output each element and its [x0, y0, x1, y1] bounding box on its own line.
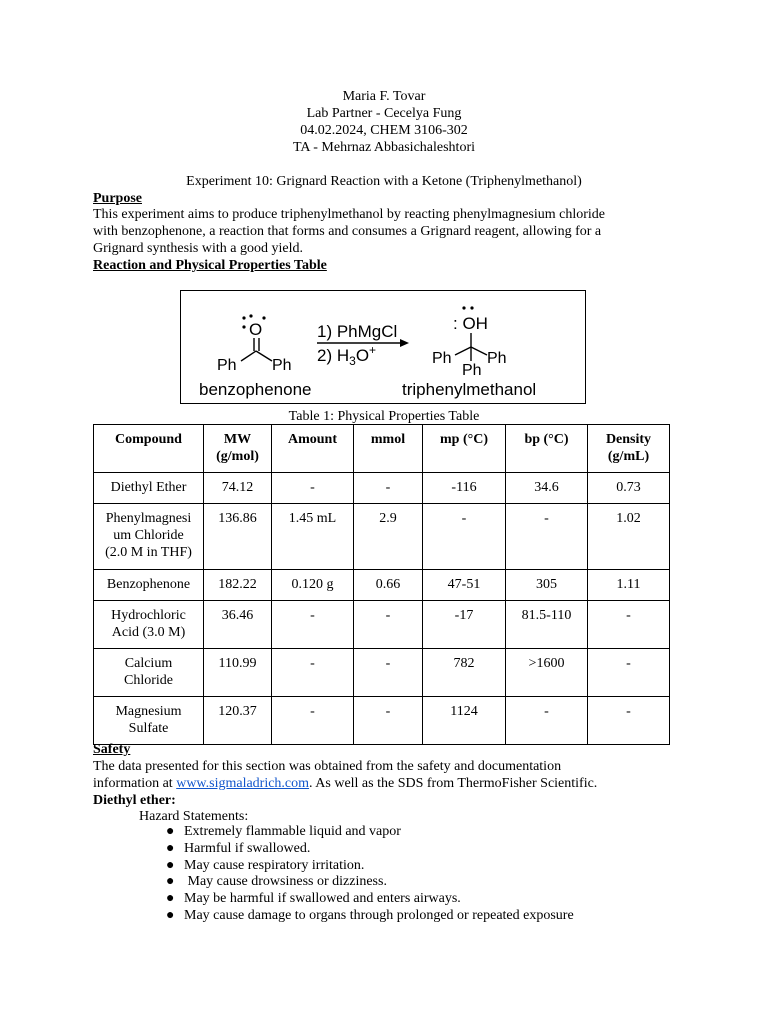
safety-heading: Safety: [93, 742, 131, 757]
reagent-step-1: 1) PhMgCl: [317, 322, 398, 341]
table-cell: 0.66: [354, 570, 423, 601]
column-header: Density (g/mL): [588, 425, 670, 473]
hazard-list: [160, 824, 574, 925]
hazard-item: [160, 841, 574, 858]
safety-text: . As well as the SDS from ThermoFisher Scientific.: [309, 776, 598, 791]
table-cell: -: [588, 697, 670, 745]
lab-partner: Lab Partner - Cecelya Fung: [306, 106, 462, 121]
lone-pair-dot: [462, 306, 465, 309]
table-cell: -: [506, 504, 588, 570]
safety-text: The data presented for this section was obtained from the safety and documentation: [93, 759, 562, 774]
hazard-text: May cause damage to organs through prolonged or repeated exposure: [184, 907, 574, 923]
lone-pair-dot: [470, 306, 473, 309]
safety-text: information at: [93, 776, 177, 791]
table-row: [94, 473, 670, 504]
column-header: mp (°C): [423, 425, 506, 473]
hazard-text: May cause drowsiness or dizziness.: [184, 874, 387, 890]
table-cell: 74.12: [204, 473, 272, 504]
lone-pair-dot: [242, 316, 245, 319]
table-cell: 36.46: [204, 601, 272, 649]
compound-cell: Benzophenone: [94, 570, 204, 601]
purpose-heading: Purpose: [93, 191, 142, 206]
table-cell: 1124: [423, 697, 506, 745]
compound-cell: Magnesium Sulfate: [94, 697, 204, 745]
table-cell: -: [506, 697, 588, 745]
table-cell: 34.6: [506, 473, 588, 504]
hazard-item: [160, 908, 574, 925]
hazard-text: May be harmful if swallowed and enters airways.: [184, 891, 461, 907]
bullet-icon: ●: [166, 874, 175, 890]
table-cell: -17: [423, 601, 506, 649]
bond-line: [455, 347, 471, 355]
bullet-icon: ●: [166, 857, 175, 873]
bullet-icon: ●: [166, 907, 175, 923]
table-cell: 136.86: [204, 504, 272, 570]
bullet-icon: ●: [166, 824, 175, 839]
column-header: Amount: [272, 425, 354, 473]
hazard-text: Extremely flammable liquid and vapor: [184, 824, 401, 839]
table-cell: >1600: [506, 649, 588, 697]
table-cell: 110.99: [204, 649, 272, 697]
table-cell: -: [588, 601, 670, 649]
table-row: [94, 601, 670, 649]
arrow-head-icon: [400, 339, 409, 347]
column-header: MW (g/mol): [204, 425, 272, 473]
table-cell: 0.73: [588, 473, 670, 504]
phenyl-label: Ph: [272, 357, 292, 374]
table-cell: 1.45 mL: [272, 504, 354, 570]
hazard-item: [160, 858, 574, 875]
date-course: 04.02.2024, CHEM 3106-302: [300, 123, 468, 138]
table-cell: 1.11: [588, 570, 670, 601]
reaction-scheme-drawing: [181, 291, 587, 405]
phenyl-label: Ph: [217, 357, 237, 374]
purpose-line: with benzophenone, a reaction that forms and consumes a Grignard reagent, allowing for a: [93, 224, 602, 239]
hydroxyl-label: : OH: [453, 314, 488, 333]
table-cell: 0.120 g: [272, 570, 354, 601]
table-cell: -: [354, 473, 423, 504]
bullet-icon: ●: [166, 840, 175, 856]
table-cell: -: [423, 504, 506, 570]
carbonyl-oxygen-label: O: [249, 320, 263, 339]
compound-cell: Phenylmagnesi um Chloride (2.0 M in THF): [94, 504, 204, 570]
bond-line: [471, 347, 487, 355]
hazard-item: [160, 824, 574, 841]
hazard-item: [160, 891, 574, 908]
column-header: mmol: [354, 425, 423, 473]
bullet-icon: ●: [166, 891, 175, 907]
table-cell: 782: [423, 649, 506, 697]
compound-cell: Hydrochloric Acid (3.0 M): [94, 601, 204, 649]
lone-pair-dot: [262, 316, 265, 319]
column-header: Compound: [94, 425, 204, 473]
table-row: [94, 570, 670, 601]
table-row: [94, 697, 670, 745]
hazard-text: Harmful if swallowed.: [184, 840, 311, 856]
experiment-title: Experiment 10: Grignard Reaction with a Ketone (Triphenylmethanol): [186, 174, 582, 189]
table-row: [94, 649, 670, 697]
teaching-assistant: TA - Mehrnaz Abbasichaleshtori: [293, 140, 475, 155]
safety-source-line: [93, 775, 597, 792]
phenyl-label: Ph: [432, 350, 452, 367]
table-header-row: [94, 425, 670, 473]
table-cell: -: [272, 649, 354, 697]
bond-line: [241, 351, 256, 361]
table-cell: 305: [506, 570, 588, 601]
product-name: triphenylmethanol: [402, 380, 537, 399]
purpose-line: Grignard synthesis with a good yield.: [93, 241, 303, 256]
table-cell: -: [354, 601, 423, 649]
table-caption: Table 1: Physical Properties Table: [288, 409, 480, 424]
phenyl-label: Ph: [487, 350, 507, 367]
table-cell: -116: [423, 473, 506, 504]
table-cell: -: [272, 473, 354, 504]
table-cell: 81.5-110: [506, 601, 588, 649]
lone-pair-dot: [242, 325, 245, 328]
reactant-name: benzophenone: [199, 380, 312, 399]
table-cell: -: [354, 697, 423, 745]
table-cell: 1.02: [588, 504, 670, 570]
compound-cell: Calcium Chloride: [94, 649, 204, 697]
table-cell: -: [588, 649, 670, 697]
hazard-text: May cause respiratory irritation.: [184, 857, 365, 873]
bond-line: [256, 351, 272, 361]
hazard-item: [160, 874, 574, 891]
phenyl-label: Ph: [462, 362, 482, 379]
purpose-line: This experiment aims to produce triphenylmethanol by reacting phenylmagnesium chloride: [93, 207, 606, 222]
reaction-heading: Reaction and Physical Properties Table: [93, 258, 327, 273]
compound-cell: Diethyl Ether: [94, 473, 204, 504]
table-cell: 2.9: [354, 504, 423, 570]
table-row: [94, 504, 670, 570]
table-cell: -: [272, 601, 354, 649]
sigma-aldrich-link[interactable]: www.sigmaladrich.com: [176, 776, 310, 791]
diethyl-ether-heading: Diethyl ether:: [93, 793, 176, 808]
column-header: bp (°C): [506, 425, 588, 473]
table-cell: 182.22: [204, 570, 272, 601]
table-body: [94, 473, 670, 745]
table-cell: -: [354, 649, 423, 697]
lone-pair-dot: [249, 314, 252, 317]
author-name: Maria F. Tovar: [342, 89, 426, 104]
reaction-scheme: [180, 290, 586, 404]
reagent-step-2: 2) $H_3O^+$: [317, 343, 377, 368]
table-cell: -: [272, 697, 354, 745]
hazard-statements-label: Hazard Statements:: [139, 809, 249, 824]
physical-properties-table: [93, 424, 670, 745]
table-cell: 47-51: [423, 570, 506, 601]
table-cell: 120.37: [204, 697, 272, 745]
